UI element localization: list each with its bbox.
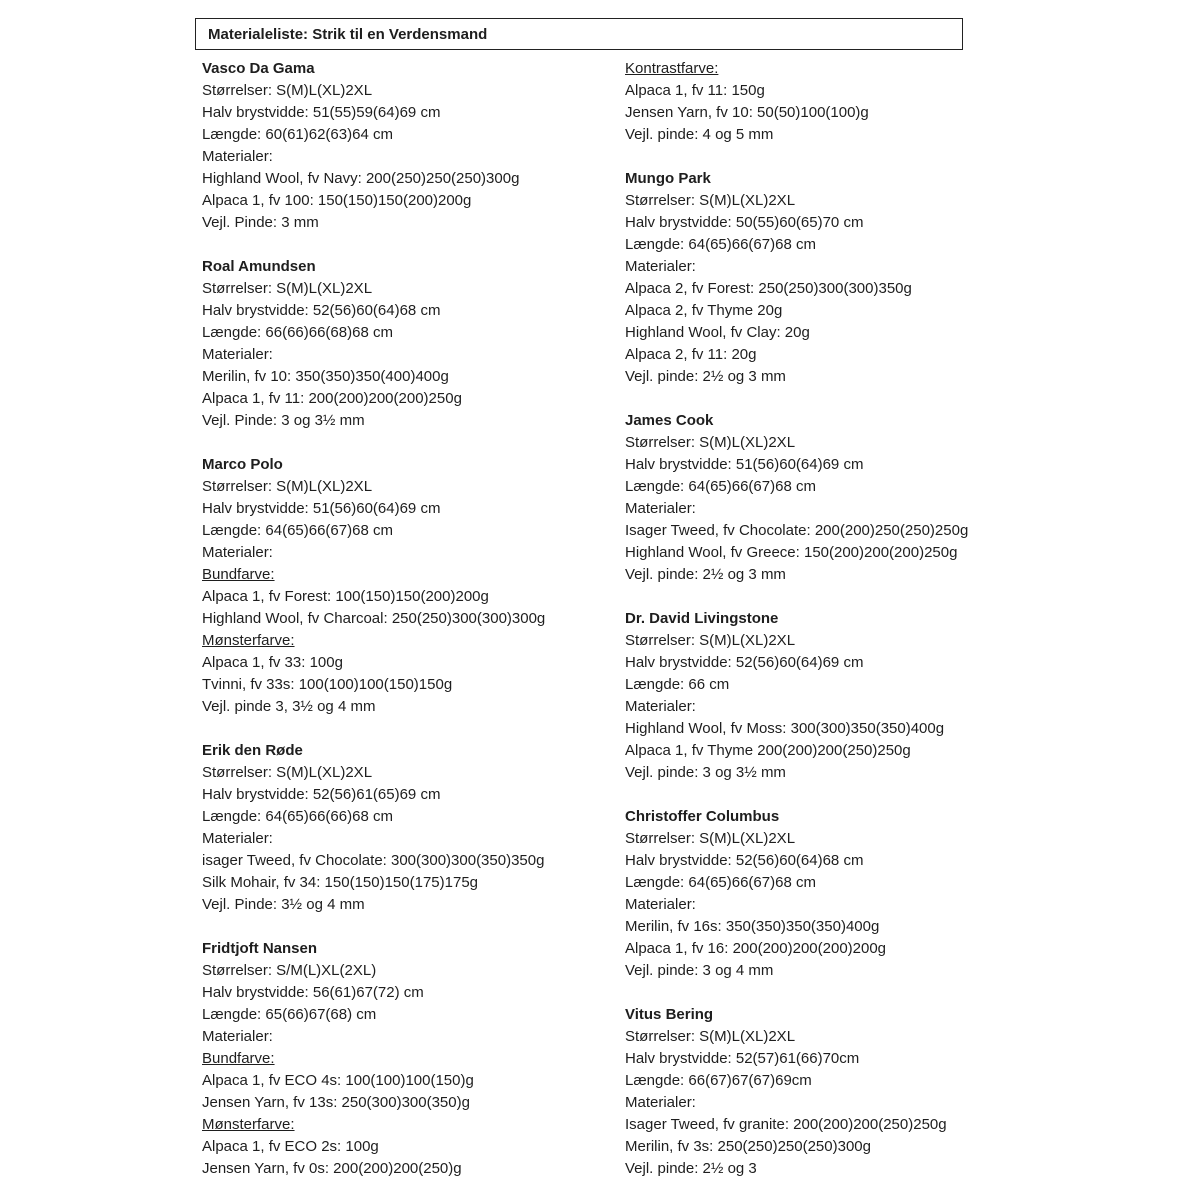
text-line: Merilin, fv 16s: 350(350)350(350)400g — [625, 918, 880, 935]
text-line: Vejl. pinde: 4 og 5 mm — [625, 126, 774, 143]
text-line: Alpaca 1, fv 33: 100g — [202, 654, 343, 671]
text-line: Vejl. Pinde: 3 og 3½ mm — [202, 412, 365, 429]
text-line: Silk Mohair, fv 34: 150(150)150(175)175g — [202, 874, 479, 891]
section-heading: Erik den Røde — [202, 742, 303, 759]
text-line: Highland Wool, fv Clay: 20g — [625, 324, 810, 341]
text-line: Vejl. pinde: 2½ og 3 — [625, 1160, 757, 1177]
text-line: Størrelser: S(M)L(XL)2XL — [625, 632, 796, 649]
text-line: Størrelser: S/M(L)XL(2XL) — [202, 962, 377, 979]
right-column — [625, 58, 1045, 1180]
text-line: Highland Wool, fv Moss: 300(300)350(350)400g — [625, 720, 945, 737]
text-line: Jensen Yarn, fv 10: 50(50)100(100)g — [625, 104, 869, 121]
text-line: Størrelser: S(M)L(XL)2XL — [625, 830, 796, 847]
text-line: Halv brystvidde: 52(57)61(66)70cm — [625, 1050, 860, 1067]
spacer — [625, 982, 1045, 1004]
section-heading: Fridtjoft Nansen — [202, 940, 317, 957]
text-line: Jensen Yarn, fv 0s: 200(200)200(250)g — [202, 1160, 462, 1177]
section-heading: Roal Amundsen — [202, 258, 316, 275]
text-line: Længde: 64(65)66(67)68 cm — [625, 874, 816, 891]
text-line: Halv brystvidde: 51(56)60(64)69 cm — [625, 456, 864, 473]
text-line: Halv brystvidde: 52(56)60(64)69 cm — [625, 654, 864, 671]
spacer — [202, 718, 612, 740]
color-subheading: Kontrastfarve: — [625, 60, 719, 77]
text-line: Materialer: — [202, 1028, 273, 1045]
text-line: Størrelser: S(M)L(XL)2XL — [202, 764, 373, 781]
text-line: Materialer: — [202, 544, 273, 561]
text-line: Halv brystvidde: 50(55)60(65)70 cm — [625, 214, 864, 231]
text-line: Highland Wool, fv Navy: 200(250)250(250)300g — [202, 170, 520, 187]
text-line: Halv brystvidde: 56(61)67(72) cm — [202, 984, 424, 1001]
text-line: Vejl. pinde: 2½ og 3 mm — [625, 566, 786, 583]
text-line: Længde: 66 cm — [625, 676, 730, 693]
text-line: Alpaca 2, fv Forest: 250(250)300(300)350g — [625, 280, 912, 297]
spacer — [202, 234, 612, 256]
section-heading: James Cook — [625, 412, 714, 429]
text-line: Halv brystvidde: 52(56)61(65)69 cm — [202, 786, 441, 803]
spacer — [202, 916, 612, 938]
text-line: Halv brystvidde: 52(56)60(64)68 cm — [202, 302, 441, 319]
text-line: Alpaca 1, fv Forest: 100(150)150(200)200g — [202, 588, 489, 605]
text-line: Materialer: — [625, 500, 696, 517]
text-line: Længde: 66(67)67(67)69cm — [625, 1072, 812, 1089]
text-line: Alpaca 1, fv Thyme 200(200)200(250)250g — [625, 742, 911, 759]
text-line: isager Tweed, fv Chocolate: 300(300)300(350)350g — [202, 852, 545, 869]
text-line: Halv brystvidde: 51(56)60(64)69 cm — [202, 500, 441, 517]
text-line: Alpaca 2, fv Thyme 20g — [625, 302, 783, 319]
text-line: Længde: 60(61)62(63)64 cm — [202, 126, 393, 143]
color-subheading: Bundfarve: — [202, 1050, 275, 1067]
text-line: Vejl. pinde: 3 og 3½ mm — [625, 764, 786, 781]
spacer — [625, 784, 1045, 806]
text-line: Materialer: — [202, 346, 273, 363]
text-line: Vejl. pinde: 3 og 4 mm — [625, 962, 774, 979]
section-heading: Mungo Park — [625, 170, 711, 187]
text-line: Størrelser: S(M)L(XL)2XL — [625, 1028, 796, 1045]
text-line: Materialer: — [202, 830, 273, 847]
document-title-box — [195, 18, 963, 50]
spacer — [625, 388, 1045, 410]
document-title: Materialeliste: Strik til en Verdensmand — [208, 25, 488, 43]
text-line: Materialer: — [625, 1094, 696, 1111]
text-line: Alpaca 1, fv ECO 2s: 100g — [202, 1138, 379, 1155]
section-heading: Dr. David Livingstone — [625, 610, 779, 627]
text-line: Længde: 65(66)67(68) cm — [202, 1006, 377, 1023]
text-line: Materialer: — [625, 258, 696, 275]
text-line: Highland Wool, fv Charcoal: 250(250)300(300)300g — [202, 610, 546, 627]
text-line: Jensen Yarn, fv 13s: 250(300)300(350)g — [202, 1094, 470, 1111]
spacer — [625, 586, 1045, 608]
left-column — [202, 58, 612, 1180]
text-line: Materialer: — [202, 148, 273, 165]
text-line: Halv brystvidde: 51(55)59(64)69 cm — [202, 104, 441, 121]
color-subheading: Bundfarve: — [202, 566, 275, 583]
text-line: Vejl. pinde 3, 3½ og 4 mm — [202, 698, 376, 715]
section-heading: Christoffer Columbus — [625, 808, 780, 825]
text-line: Størrelser: S(M)L(XL)2XL — [202, 280, 373, 297]
spacer — [202, 432, 612, 454]
text-line: Merilin, fv 10: 350(350)350(400)400g — [202, 368, 449, 385]
text-line: Længde: 64(65)66(67)68 cm — [202, 522, 393, 539]
section-heading: Vasco Da Gama — [202, 60, 315, 77]
text-line: Vejl. Pinde: 3½ og 4 mm — [202, 896, 365, 913]
text-line: Længde: 64(65)66(67)68 cm — [625, 478, 816, 495]
text-line: Materialer: — [625, 896, 696, 913]
text-line: Størrelser: S(M)L(XL)2XL — [625, 434, 796, 451]
text-line: Vejl. Pinde: 3 mm — [202, 214, 319, 231]
text-line: Alpaca 1, fv 100: 150(150)150(200)200g — [202, 192, 472, 209]
text-line: Merilin, fv 3s: 250(250)250(250)300g — [625, 1138, 871, 1155]
text-line: Highland Wool, fv Greece: 150(200)200(200)250g — [625, 544, 958, 561]
text-line: Isager Tweed, fv granite: 200(200)200(250)250g — [625, 1116, 947, 1133]
text-line: Alpaca 1, fv 16: 200(200)200(200)200g — [625, 940, 887, 957]
text-line: Tvinni, fv 33s: 100(100)100(150)150g — [202, 676, 453, 693]
spacer — [625, 146, 1045, 168]
text-line: Isager Tweed, fv Chocolate: 200(200)250(250)250g — [625, 522, 969, 539]
text-line: Længde: 64(65)66(67)68 cm — [625, 236, 816, 253]
text-line: Alpaca 2, fv 11: 20g — [625, 346, 757, 363]
text-line: Vejl. pinde: 2½ og 3 mm — [625, 368, 786, 385]
text-line: Alpaca 1, fv 11: 150g — [625, 82, 765, 99]
text-line: Alpaca 1, fv ECO 4s: 100(100)100(150)g — [202, 1072, 474, 1089]
text-line: Halv brystvidde: 52(56)60(64)68 cm — [625, 852, 864, 869]
text-line: Alpaca 1, fv 11: 200(200)200(200)250g — [202, 390, 462, 407]
text-line: Længde: 66(66)66(68)68 cm — [202, 324, 393, 341]
text-line: Materialer: — [625, 698, 696, 715]
text-line: Størrelser: S(M)L(XL)2XL — [202, 478, 373, 495]
section-heading: Marco Polo — [202, 456, 283, 473]
color-subheading: Mønsterfarve: — [202, 1116, 295, 1133]
section-heading: Vitus Bering — [625, 1006, 714, 1023]
text-line: Størrelser: S(M)L(XL)2XL — [625, 192, 796, 209]
color-subheading: Mønsterfarve: — [202, 632, 295, 649]
text-line: Længde: 64(65)66(66)68 cm — [202, 808, 393, 825]
text-line: Størrelser: S(M)L(XL)2XL — [202, 82, 373, 99]
